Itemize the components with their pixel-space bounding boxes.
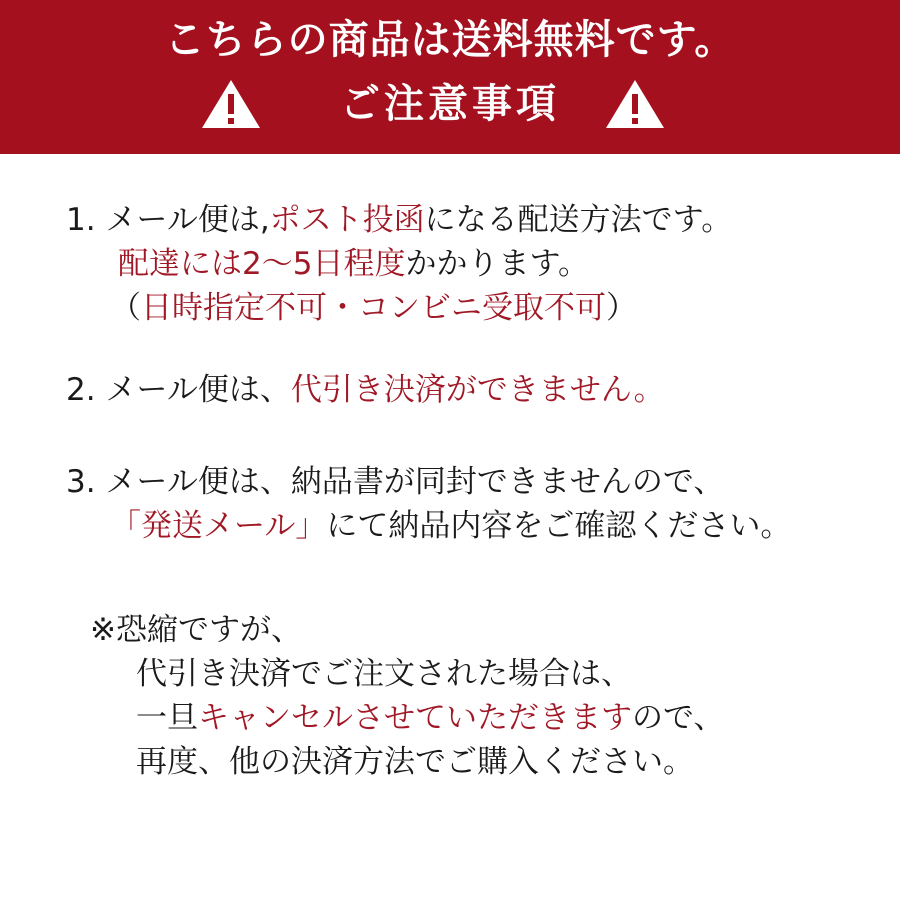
item-1-highlight: ポスト投函: [269, 202, 425, 238]
item-1-delivery-time: 配達には2～5日程度: [118, 246, 406, 282]
item-1-line-2: [118, 244, 589, 284]
item-1-line-1: [66, 200, 732, 240]
item-3-text: メール便は、納品書が同封できませんので、: [105, 464, 725, 500]
notice-title: ご注意事項: [340, 81, 560, 127]
item-2-text: メール便は、: [105, 372, 291, 408]
footnote-line-1: [90, 610, 302, 650]
item-1-text-tail: になる配送方法です。: [424, 202, 733, 238]
footnote-line-3: [136, 698, 724, 738]
item-2-number: 2.: [66, 372, 96, 408]
item-1-paren-open: （: [110, 290, 141, 326]
item-3-line-1: [66, 462, 724, 502]
item-1-number: 1.: [66, 202, 96, 238]
footnote-line-2: [136, 654, 632, 694]
free-shipping-headline: こちらの商品は送料無料です。: [164, 17, 736, 63]
item-2-highlight: 代引き決済ができません。: [290, 372, 665, 408]
item-1-line-3: [110, 288, 637, 328]
warning-triangle-icon: [604, 78, 666, 130]
footnote-line-4: [136, 742, 694, 782]
footnote-text-4: 再度、他の決済方法でご購入ください。: [136, 744, 694, 780]
item-3-number: 3.: [66, 464, 96, 500]
item-3-line-2: [110, 506, 791, 546]
warning-triangle-icon: [200, 78, 262, 130]
item-1-paren-close: ）: [606, 290, 637, 326]
footnote-highlight: キャンセルさせていただきます: [198, 700, 632, 736]
item-1-delivery-tail: かかります。: [405, 246, 589, 282]
item-1-restrictions: 日時指定不可・コンビニ受取不可: [141, 290, 606, 326]
item-1-text: メール便は,: [105, 202, 270, 238]
item-3-text-tail: にて納品内容をご確認ください。: [326, 508, 792, 544]
item-2-line-1: [66, 370, 665, 410]
item-3-highlight: 「発送メール」: [110, 508, 327, 544]
header-banner: [0, 0, 900, 154]
notice-heading-row: [0, 76, 900, 132]
footnote-text-3b: ので、: [632, 700, 725, 736]
footnote-text-2: 代引き決済でご注文された場合は、: [136, 656, 632, 692]
footnote-intro: ※恐縮ですが、: [90, 612, 302, 648]
footnote-text-3a: 一旦: [136, 700, 198, 736]
